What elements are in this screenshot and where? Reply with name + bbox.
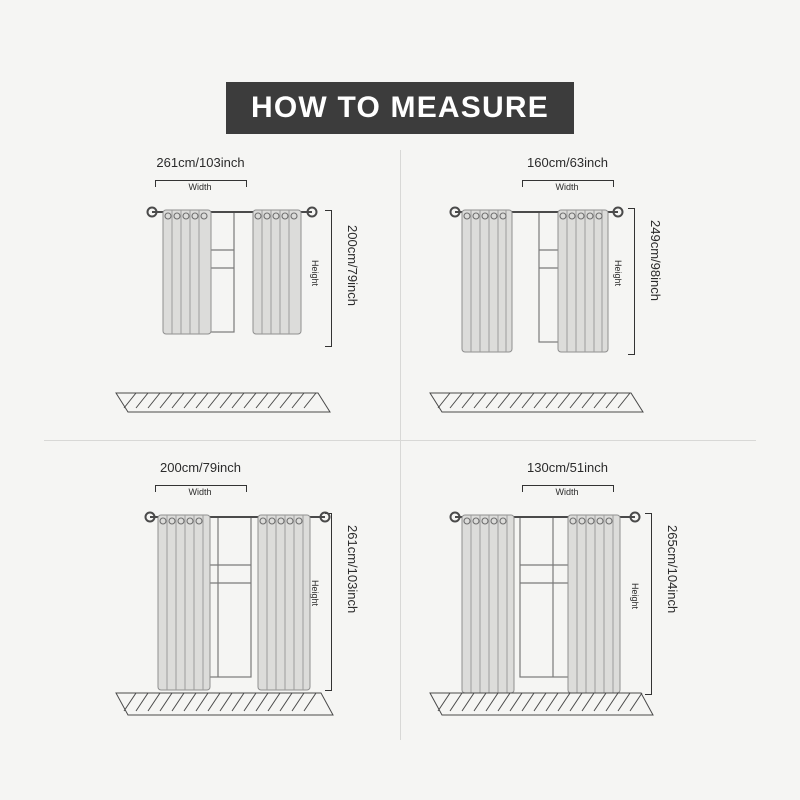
panel-top-right (400, 150, 800, 440)
panel-top-left (0, 150, 400, 440)
curtain-window-illustration (0, 455, 400, 745)
width-word-label: Width (555, 487, 579, 497)
page-title: HOW TO MEASURE (251, 91, 549, 124)
height-measurement-label: 265cm/104inch (665, 525, 680, 614)
width-measurement-label: 200cm/79inch (160, 460, 241, 475)
height-word-label: Height (613, 260, 623, 287)
height-measurement-label: 261cm/103inch (345, 525, 360, 614)
height-measurement-label: 249cm/98inch (648, 220, 663, 301)
height-measurement-label: 200cm/79inch (345, 225, 360, 306)
curtain-window-illustration (0, 150, 400, 440)
width-measurement-label: 160cm/63inch (527, 155, 608, 170)
panel-bottom-right (400, 455, 800, 745)
panel-bottom-left (0, 455, 400, 745)
curtain-window-illustration (400, 150, 800, 440)
width-word-label: Width (555, 182, 579, 192)
title-banner (226, 82, 574, 134)
curtain-window-illustration (400, 455, 800, 745)
width-word-label: Width (188, 182, 212, 192)
height-word-label: Height (310, 580, 320, 607)
width-word-label: Width (188, 487, 212, 497)
width-measurement-label: 261cm/103inch (156, 155, 245, 170)
width-measurement-label: 130cm/51inch (527, 460, 608, 475)
height-word-label: Height (310, 260, 320, 287)
height-word-label: Height (630, 583, 640, 610)
